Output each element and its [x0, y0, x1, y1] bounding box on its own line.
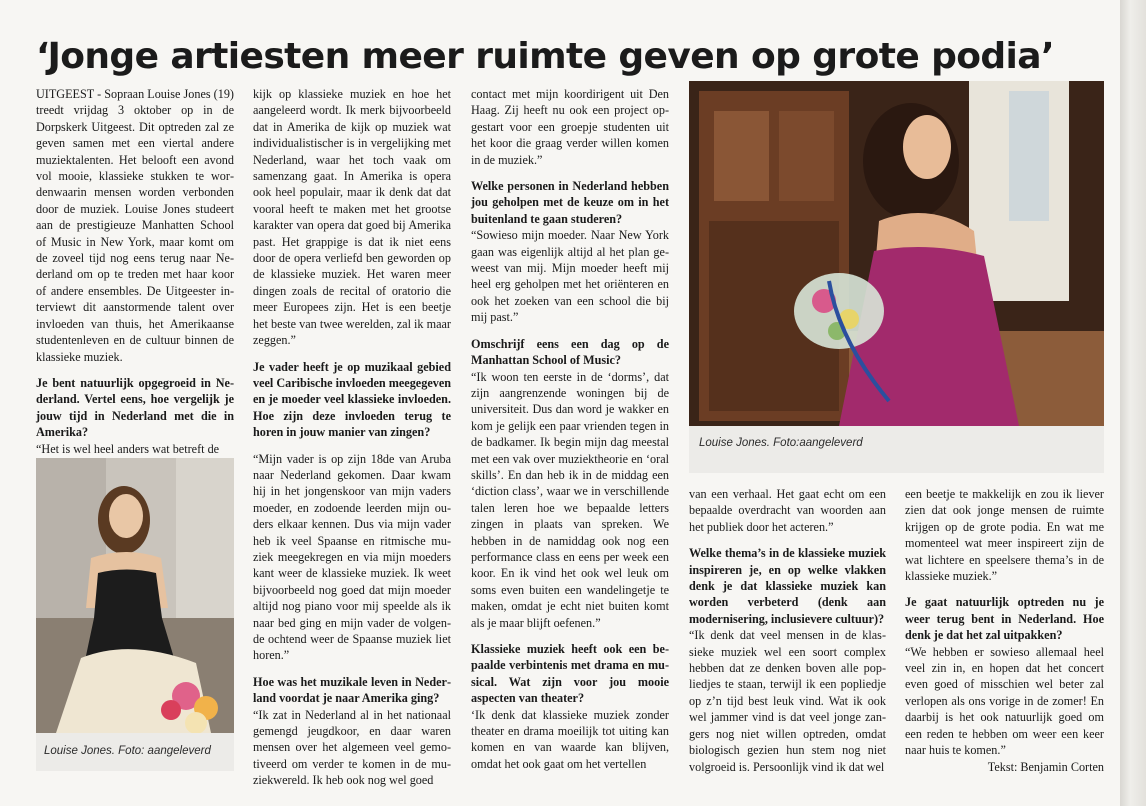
question-1: Je bent natuurlijk opgegroeid in Nederland. Vertel eens, hoe vergelijk je jouw tijd in Nederland met die in Amerika?	[36, 375, 234, 440]
answer-3: “Ik zat in Nederland al in het nationaal gemengd jeugdkoor, en daar waren mensen over het algemeen veel gemotiveerd om verder te komen in de muziekwereld. Ik heb ook nog wel goed	[253, 707, 451, 788]
question-8: Je gaat natuurlijk optreden nu je weer terug bent in Nederland. Hoe denk je dat het zal uitpakken?	[905, 595, 1104, 643]
performance-photo-image	[689, 81, 1104, 473]
headline: ‘Jonge artiesten meer ruimte geven op grote podia’	[36, 36, 1055, 78]
answer-8: “We hebben er sowieso allemaal heel veel zin in, en hopen dat het concert even goed of misschien wel beter zal verlopen als ons vorige in de zomer! En daarbij is het ook natuurlijk goed om een reden te hebben om weer een keer naar huis te komen.”	[905, 644, 1104, 758]
question-2: Je vader heeft je op muzikaal gebied veel Caribische invloeden meegegeven en je moeder veel klassieke invloeden. Hoe zijn deze invloeden terug te horen in jouw manier van zingen?	[253, 359, 452, 440]
answer-1: “Het is wel heel anders wat betreft de	[36, 441, 220, 456]
answer-4: “Sowieso mijn moeder. Naar New York gaan was eigenlijk altijd al het plan geweest van mij. Mijn moeder heeft mij heel erg geholpen met het oriënteren en ook het zoeken van een school die bij mij past.”	[471, 228, 669, 325]
author-credit: Tekst: Benjamin Corten	[987, 759, 1104, 774]
column-1	[36, 86, 234, 457]
question-7: Welke thema’s in de klassieke muziek inspireren je, en op welke vlakken denk je dat klassieke muziek kan worden verbeterd (denk aan modernisering, inclusievere cultuur)?	[689, 546, 886, 626]
portrait-caption: Louise Jones. Foto: aangeleverd	[44, 745, 211, 757]
answer-5: “Ik woon ten eerste in de ‘dorms’, dat zijn aangrenzende woningen bij de universiteit. Dus dan word je wakker en kom je gelijk een paar vrienden tegen in de badkamer. Ik begin mijn dag meestal met een vak over muziektheorie en ‘oral skills’. En dan heb ik in de middag een ‘diction class’, waar we in verschillende talen leren hoe we bepaalde letters zingen in plaats van spreken. We hebben in de namiddag ook nog een performance class en eens per week een koor. En ik vind het ook wel leuk om soms even buiten een wandelingetje te maken, omdat je echt niet buiten komt als je maar blijft oefenen.”	[471, 369, 669, 630]
column-2	[253, 86, 451, 789]
answer-1-continued: kijk op klassieke muziek en hoe het aangeleerd wordt. Ik merk bijvoorbeeld dat in Amerika de kijk op muziek wat individualistischer is in vergelijking met Nederland, waar het toch vaak om samenzang gaat. In Amerika is opera ook heel populair, maar ik denk dat dat vooral heeft te maken met het grootse karakter van opera dat goed bij Amerika past. Het grappige is dat ik niet eens door de opera verliefd ben geworden op de klassieke muziek. Het waren meer dingen zoals de recital of oratorio die meer Europees zijn. Het is een beetje het beste van twee werelden, zal ik maar zeggen.”	[253, 87, 451, 348]
answer-7: “Ik denk dat veel mensen in de klassieke muziek wel een soort complex hebben dat ze denken boven alle popliedjes te staan, terwijl ik een popliedje op z’n tijd best leuk vind. Wat ik ook wel jammer vind is dat veel jonge zangers nog niet willen optreden, omdat biologisch gezien hun stem nog niet volgroeid is. Persoonlijk vind ik dat wel	[689, 628, 886, 774]
question-6: Klassieke muziek heeft ook een bepaalde verbintenis met drama en musical. Wat zijn voor jou mooie aspecten van theater?	[471, 642, 669, 706]
question-4: Welke personen in Nederland hebben jou geholpen met de keuze om in het buitenland te gaan studeren?	[471, 179, 669, 226]
performance-photo	[689, 81, 1104, 473]
answer-6-continued: van een verhaal. Het gaat echt om een bepaalde overdracht van woorden aan het publiek door het acteren.”	[689, 487, 886, 534]
performance-caption: Louise Jones. Foto:aangeleverd	[699, 437, 863, 449]
portrait-photo-image	[36, 458, 234, 771]
column-4	[689, 486, 886, 775]
portrait-photo	[36, 458, 234, 771]
answer-2: “Mijn vader is op zijn 18de van Aruba naar Nederland gekomen. Daar kwam hij in het jongenskoor van mijn vaders moeder, en zodoende leerden mijn ouders elkaar kennen. Dus via mijn vader heb ik veel Spaanse en ritmische muziek meegekregen en via mijn moeders kant weer de klassieke muziek. Ik weet bijvoorbeeld nog goed dat mijn moeder altijd nog piano voor mij speelde als ik naar bed ging en mijn vader de volgende ochtend weer de Spaanse muziek liet horen.”	[253, 451, 451, 663]
intro-paragraph: UITGEEST - Sopraan Louise Jones (19) treedt vrijdag 3 oktober op in de Dorpskerk Uitgeest. Dit optreden zal ze geven samen met een viertal andere muziektalenten. Het belooft een avond vol mooie, klassieke stukken te wordenwaarin mensen worden verbonden door de muziek. Louise Jones studeert aan de prestigieuze Manhatten School of Music in New York, maar komt om de zoveel tijd nog eens terug naar Nederland om op te treden met haar koor of andere ensembles. De Uitgeester interviewt dit aanstormende talent over invloeden van thuis, het Amerikaanse studentenleven en de cultuur binnen de klassieke muziek.	[36, 87, 234, 364]
question-3: Hoe was het muzikale leven in Nederland voordat je naar Amerika ging?	[253, 674, 451, 706]
column-5	[905, 486, 1104, 785]
column-3	[471, 86, 669, 772]
answer-7-continued: een beetje te makkelijk en zou ik liever zien dat ook jonge mensen de ruimte krijgen op de grote podia. En wat me momenteel wat meer inspireert zijn de wat lichtere en speelsere thema’s in de klassieke muziek.”	[905, 487, 1104, 584]
page-edge	[1120, 0, 1146, 806]
answer-3-continued: contact met mijn koordirigent uit Den Haag. Zij heeft nu ook een project opgestart voor een groepje studenten uit het koor die graag verder willen komen in de muziek.”	[471, 87, 669, 167]
question-5: Omschrijf eens een dag op de Manhattan School of Music?	[471, 336, 669, 368]
answer-6: ‘Ik denk dat klassieke muziek zonder theater en drama moeilijk tot uiting kan komen en van waarde kan blijven, omdat het ook gaat om het vertellen	[471, 707, 669, 771]
